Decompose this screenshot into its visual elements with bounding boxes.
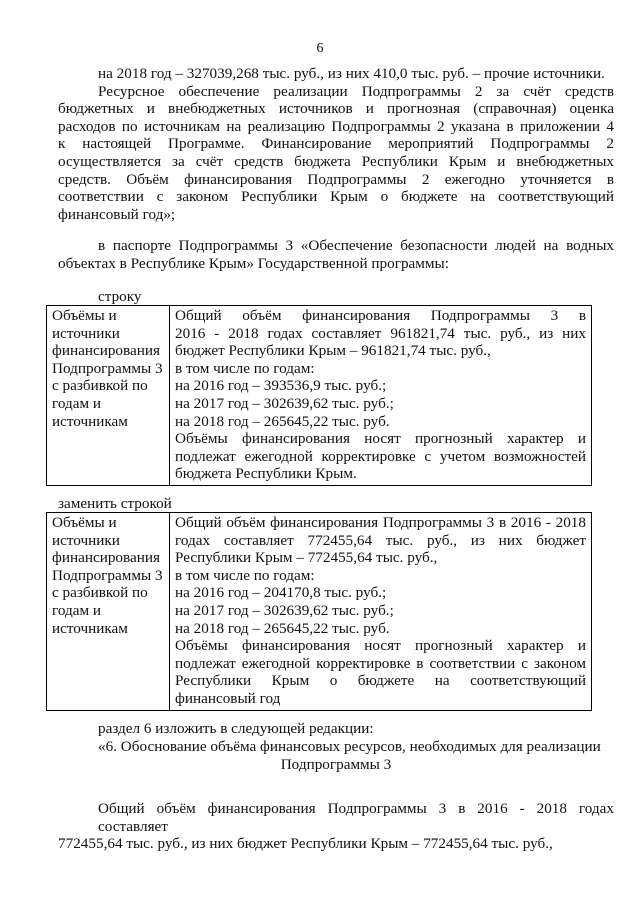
passport-intro-line: объектах в Республике Крым» Государственной программы: (58, 254, 449, 272)
cell-line: финансовый год (175, 689, 281, 707)
cell-line: бюджет Республики Крым – 961821,74 тыс. руб., (175, 342, 491, 360)
intro-line: средств. Объём финансирования Подпрограммы 2 ежегодно уточняется в (58, 170, 614, 188)
table-row (47, 306, 592, 486)
cell-line: Общий объём финансирования Подпрограммы 3 в (175, 307, 586, 324)
cell-line: источникам (52, 619, 128, 637)
cell-line: источники (52, 324, 120, 342)
cell-line: в том числе по годам: (175, 359, 315, 377)
section6-heading-line2: Подпрограммы 3 (280, 756, 392, 773)
cell-line: годах составляет 772455,64 тыс. руб., из них бюджет (175, 531, 586, 549)
cell-line: подлежат ежегодной корректировке в соответствии с законом (175, 654, 586, 672)
cell-line: Общий объём финансирования Подпрограммы 3 в 2016 - 2018 (175, 514, 586, 531)
cell-line: Объёмы и (52, 307, 117, 324)
cell-line: на 2016 год – 204170,8 тыс. руб.; (175, 584, 387, 602)
cell-line: с разбивкой по (52, 584, 148, 602)
passport-intro (58, 237, 614, 272)
final-line: 772455,64 тыс. руб., из них бюджет Республики Крым – 772455,64 тыс. руб., (58, 835, 553, 853)
table-left-cell (47, 513, 170, 711)
cell-line: на 2016 год – 393536,9 тыс. руб.; (175, 377, 387, 395)
final-paragraph (58, 800, 614, 853)
passport-table-old (46, 305, 592, 486)
cell-line: на 2017 год – 302639,62 тыс. руб.; (175, 601, 394, 619)
table-row (47, 513, 592, 711)
page-number: 6 (316, 41, 324, 56)
table-right-cell (170, 306, 592, 486)
cell-line: подлежат ежегодной корректировке с учетом возможностей (175, 447, 586, 465)
intro-paragraph (58, 65, 614, 223)
cell-line: финансирования (52, 342, 160, 360)
intro-line: расходов по источникам на реализацию Подпрограммы 2 указана в приложении 4 (58, 117, 614, 135)
intro-line: Ресурсное обеспечение реализации Подпрограммы 2 за счёт средств (98, 82, 614, 100)
cell-line: на 2018 год – 265645,22 тыс. руб. (175, 619, 390, 637)
cell-line: на 2018 год – 265645,22 тыс. руб. (175, 412, 390, 430)
cell-line: с разбивкой по (52, 377, 148, 395)
cell-line: Объёмы и (52, 514, 117, 531)
cell-line: на 2017 год – 302639,62 тыс. руб.; (175, 394, 394, 412)
intro-line: на 2018 год – 327039,268 тыс. руб., из них 410,0 тыс. руб. – прочие источники. (98, 65, 605, 82)
cell-line: Подпрограммы 3 (52, 566, 163, 584)
label-row: строку (98, 288, 142, 305)
cell-line: Республики Крым – 772455,64 тыс. руб., (175, 549, 438, 567)
cell-line: финансирования (52, 549, 160, 567)
passport-intro-line: в паспорте Подпрограммы 3 «Обеспечение безопасности людей на водных (98, 237, 614, 254)
cell-line: годам и (52, 394, 102, 412)
final-line: Общий объём финансирования Подпрограммы 3 в 2016 - 2018 годах составляет (98, 800, 614, 835)
intro-line: бюджетных и внебюджетных источников и прогнозная (справочная) оценка (58, 100, 614, 118)
passport-table-new (46, 512, 592, 711)
cell-line: Объёмы финансирования носят прогнозный характер и (175, 637, 586, 655)
cell-line: в том числе по годам: (175, 566, 315, 584)
section6-intro: раздел 6 изложить в следующей редакции: (98, 720, 374, 737)
cell-line: источникам (52, 412, 128, 430)
cell-line: источники (52, 531, 120, 549)
label-replace: заменить строкой (58, 495, 172, 512)
cell-line: Объёмы финансирования носят прогнозный характер и (175, 430, 586, 448)
intro-line: осуществляется за счёт средств бюджета Республики Крым и внебюджетных (58, 152, 614, 170)
cell-line: Подпрограммы 3 (52, 359, 163, 377)
intro-line: соответствии с законом Республики Крым о бюджете на соответствующий (58, 188, 614, 206)
intro-line: финансовый год»; (58, 205, 176, 223)
cell-line: 2016 - 2018 годах составляет 961821,74 тыс. руб., из них (175, 324, 586, 342)
intro-line: к настоящей Программе. Финансирование мероприятий Подпрограммы 2 (58, 135, 614, 153)
cell-line: Республики Крым о бюджете на соответствующий (175, 672, 586, 690)
table-right-cell (170, 513, 592, 711)
section6-heading-line1: «6. Обоснование объёма финансовых ресурсов, необходимых для реализации (98, 738, 601, 755)
cell-line: годам и (52, 601, 102, 619)
table-left-cell (47, 306, 170, 486)
cell-line: бюджета Республики Крым. (175, 465, 357, 483)
